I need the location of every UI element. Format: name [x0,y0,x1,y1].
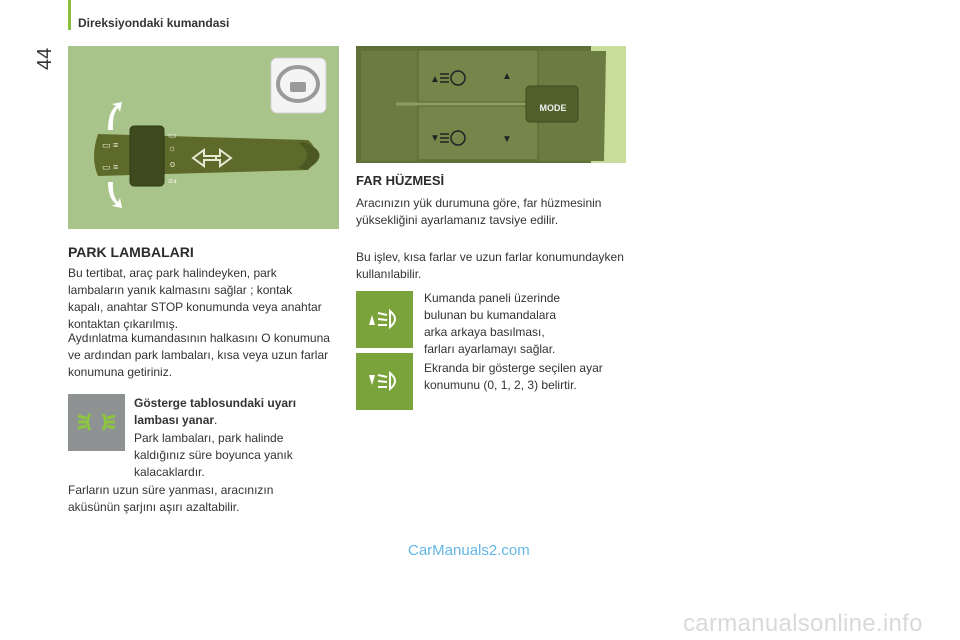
far-para-2: Bu işlev, kısa farlar ve uzun farlar konumundayken kullanılabilir. [356,250,624,281]
lighting-stalk-photo [68,46,339,229]
svg-text:▭ ≡: ▭ ≡ [102,140,119,150]
headlamp-down-button-icon [356,353,413,410]
park-para-1: Bu tertibat, araç park halindeyken, park lambaların yanık kalmasını sağlar ; kontak kapalı, anahtar STOP konumunda veya anahtar kontaktan çıkarılmış. [68,266,322,331]
mode-button-label: MODE [539,103,567,113]
far-item-1: Kumanda paneli üzerinde bulunan bu kumandalara arka arkaya basılması, farları ayarlamayı sağlar. [424,291,561,356]
warning-lamp-title-text: Gösterge tablosundaki uyarı lambası yanar [134,396,297,427]
watermark-carmanualsonline[interactable]: carmanualsonline.info [683,610,923,637]
section-title: Direksiyondaki kumandasi [78,16,230,30]
park-para-2: Aydınlatma kumandasının halkasını O konumuna ve ardından park lambaları, kısa veya uzun farlar konumuna getiriniz. [68,331,330,379]
page-number: 44 [34,47,56,70]
warning-lamp-title: Gösterge tablosundaki uyarı lambası yanar. [134,396,297,427]
steering-wheel-icon [271,58,326,113]
section-accent-bar [68,0,71,30]
parking-lamp-warning-icon [68,394,125,451]
svg-text:▲: ▲ [430,74,440,85]
headlamp-beam-title: FAR HÜZMESİ [356,173,445,188]
warning-lamp-text: Park lambaları, park halinde kaldığınız süre boyunca yanık kalacaklardır. [134,431,293,479]
svg-text:o: o [170,159,176,169]
park-para-3: Farların uzun süre yanması, aracınızın aküsünün şarjını aşırı azaltabilir. [68,483,274,514]
park-lights-title: PARK LAMBALARI [68,244,194,260]
far-item-2: Ekranda bir gösterge seçilen ayar konumunu (0, 1, 2, 3) belirtir. [424,361,603,392]
svg-text:≡◐: ≡◐ [168,176,179,186]
svg-text:▲: ▲ [502,71,512,82]
headlamp-adjust-panel-photo [356,46,626,163]
headlamp-up-button-icon [356,291,413,348]
svg-text:☼: ☼ [168,143,177,153]
watermark-carmanuals2[interactable]: CarManuals2.com [408,542,530,559]
svg-text:▭: ▭ [168,130,177,140]
svg-text:▼: ▼ [430,133,440,144]
svg-text:▼: ▼ [502,134,512,145]
svg-text:▭ ≡: ▭ ≡ [102,162,119,172]
far-para-1: Aracınızın yük durumuna göre, far hüzmesinin yüksekliğini ayarlamanız tavsiye edilir. [356,196,602,227]
